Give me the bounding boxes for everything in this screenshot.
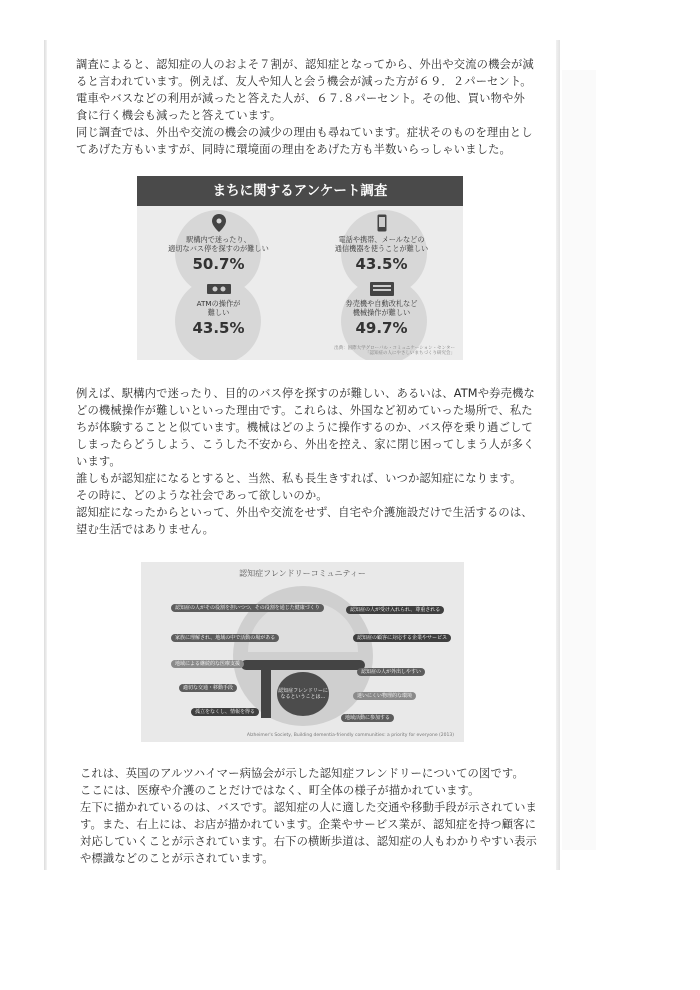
community-center-text: 認知症フレンドリーになるということは… bbox=[278, 688, 328, 700]
road-shape bbox=[241, 660, 365, 670]
intro-paragraph: 調査によると、認知症の人のおよそ７割が、認知症となってから、外出や交流の機会が減ると言われています。例えば、友人や知人と会う機会が減った方が６９．２パーセント。電車やバスなどの利用が減ったと答えた人が、６７.８パーセント。その他、買い物や外食に行く機会も減ったと答えています。 同じ調査では、外出や交流の機会の減少の理由も尋ねています。症状そのものを理由としてあげた方もいますが、同時に環境面の理由をあげた方も半数いらっしゃいました。 bbox=[76, 58, 534, 156]
community-label: 迷いにくい物理的な環境 bbox=[353, 692, 416, 700]
body-paragraph: 例えば、駅構内で迷ったり、目的のバス停を探すのが難しい、あるいは、ATMや券売機などの機械操作が難しいといった理由です。これらは、外国など初めていった場所で、私たちが体験することと似ています。機械はどのように操作するのか、バス停を乗り過ごしてしまったらどうしよう、こうした不安から、外出を控え、家に閉じ困ってしまう人が多くいます。 誰しもが認知症になるとすると、当然、私も長生きすれば、いつか認知症になります。 その時に、どのような社会であって欲しいのか。 認知症になったからといって、外出や交流をせず、自宅や介護施設だけで生活するのは、望む生活ではありません。 bbox=[76, 387, 535, 536]
community-label: 家族に理解され、地域の中で活動の場がある bbox=[171, 634, 279, 642]
map-pin-icon bbox=[212, 214, 226, 232]
phone-icon bbox=[377, 214, 387, 232]
survey-item-label: 電話や携帯、メールなどの 通信機器を使うことが難しい bbox=[334, 235, 429, 253]
survey-item-label: 駅構内で迷ったり、 適切なバス停を探すのが難しい bbox=[168, 235, 269, 253]
road-shape bbox=[261, 670, 271, 718]
closing-paragraph: これは、英国のアルツハイマー病協会が示した認知症フレンドリーについての図です。 ここには、医療や介護のことだけではなく、町全体の様子が描かれています。 左下に描かれているのは、バスです。認知症の人に適した交通や移動手段が示されています。また、右上には、お店が描かれています。企業やサービス業が、認知症を持つ顧客に対応していくことが示されています。右下の横断歩道は、認知症の人もわかりやすい表示や標識などのことが示されています。 bbox=[80, 767, 537, 865]
survey-item-value: 50.7% bbox=[192, 255, 245, 273]
survey-figure bbox=[137, 176, 463, 360]
community-figure bbox=[141, 562, 464, 742]
survey-title: まちに関するアンケート調査 bbox=[212, 183, 388, 199]
bleed-through-column bbox=[562, 70, 596, 850]
community-label: 認知症の人がその役割を担いつつ、その役割を通じた健康づくり bbox=[171, 604, 324, 612]
survey-item-value: 49.7% bbox=[355, 319, 408, 337]
page-edge-right bbox=[556, 40, 560, 870]
survey-item-label: ATMの操作が 難しい bbox=[196, 299, 241, 317]
page-edge-left bbox=[44, 40, 47, 870]
ticket-machine-icon bbox=[370, 282, 394, 296]
community-title: 認知症フレンドリーコミュニティー bbox=[239, 569, 366, 578]
survey-source: 出典：国際大学グローバル・コミュニケーション・センター 「認知症の人にやさしいまちづくり研究会」 bbox=[334, 346, 455, 356]
community-label: 適切な交通・移動手段 bbox=[179, 684, 237, 692]
community-label: 孤立をなくし、情報を得る bbox=[191, 708, 259, 716]
community-label: 地域による継続的な医療支援 bbox=[171, 660, 244, 668]
community-label: 認知症の人が受け入れられ、尊重される bbox=[346, 606, 444, 614]
atm-icon bbox=[207, 282, 231, 296]
survey-item-atm bbox=[137, 282, 300, 337]
community-center bbox=[277, 672, 329, 716]
community-label: 認知症の顧客に対応する企業やサービス bbox=[353, 634, 451, 642]
survey-item-ticket-machine bbox=[300, 282, 463, 337]
community-caption: Alzheimer's Society, Building dementia-friendly communities: a priority for everyone (2013) bbox=[246, 733, 454, 738]
community-label: 認知症の人が外出しやすい bbox=[357, 668, 425, 676]
survey-item-wayfinding bbox=[137, 214, 300, 273]
community-label: 地域活動に参加する bbox=[341, 714, 394, 722]
survey-item-label: 券売機や自動改札など 機械操作が難しい bbox=[345, 299, 418, 317]
survey-item-communication bbox=[300, 214, 463, 273]
survey-item-value: 43.5% bbox=[355, 255, 408, 273]
survey-item-value: 43.5% bbox=[192, 319, 245, 337]
